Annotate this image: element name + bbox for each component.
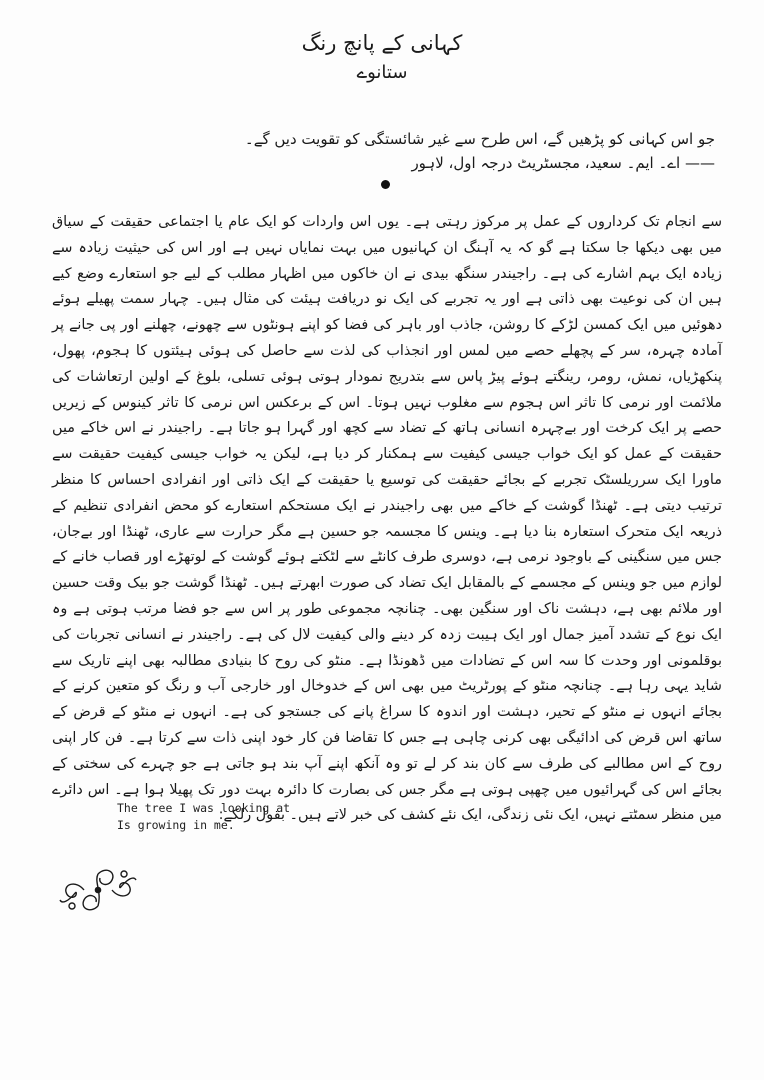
english-quote-line: The tree I was looking at [117,801,291,815]
author-name: ستانوے [356,62,408,83]
epigraph-quote: جو اس کہانی کو پڑھیں گے، اس طرح سے غیر شائستگی کو تقویت دیں گے۔ [244,130,715,148]
english-quote [117,800,290,834]
flourish-ornament-icon [58,862,138,918]
body-paragraph: سے انجام تک کرداروں کے عمل پر مرکوز رہتی ہے۔ یوں اس واردات کو ایک عام یا اجتماعی حقیقت کے سیاق میں بھی دیکھا جا سکتا ہے گو کہ یہ آہنگ ان کہانیوں میں بہت نمایاں نہیں ہے اور اس کی حیثیت زیادہ سے زیادہ ایک بہم اشارے کی ہے۔ راجیندر سنگھ بیدی نے ان خاکوں میں اظہار مطلب کے لیے جو استعارے وضع کیے ہیں ان کی نوعیت بھی ذاتی ہے اور یہ تجربے کی ایک نو دریافت ہیئت کی مثال ہیں۔ چہار سمت پھیلے ہوئے دھوئیں میں ایک کمسن لڑکے کا روشن، جاذب اور باہر کی فضا کو اپنے ہونٹوں سے چھونے، چھلنے اور پی جانے پر آمادہ چہرہ، سر کے پچھلے حصے میں لمس اور انجذاب کی لذت سے حاصل کی ہوئی ہیئتوں کا ہجوم، پھول، پنکھڑیاں، نمش، رومر، رینگتے ہوئے پیڑ پاس سے بتدریج نمودار ہوتی ہوئی تسلی، بلوغ کے اولین ارتعاشات کی ملائمت اور نرمی کا تاثر اس ہجوم سے مغلوب نہیں ہوتا۔ اس کے برعکس اس نرمی کا تاثر کینوس کے زیریں حصے پر ایک کرخت اور بےچہرہ انسانی ہاتھ کے تضاد سے کچھ اور گہرا ہو جاتا ہے۔ راجیندر نے اس خاکے میں حقیقت کے عمل کو ایک خواب جیسی کیفیت سے ہمکنار کر دیا ہے، لیکن یہ خواب جیسی کیفیت حقیقت سے ماورا ایک سرریلسٹک تجربے کے بجائے حقیقت کی توسیع یا حقیقت کے ایک ذاتی اور انفرادی احساس کا منظر ترتیب دیتی ہے۔ ٹھنڈا گوشت کے خاکے میں بھی راجیندر نے ایک مستحکم استعارے کو محض انفرادی تنظیم کے ذریعہ ایک متحرک استعارہ بنا دیا ہے۔ وینس کا مجسمہ جو حسین ہے مگر حرارت سے عاری، ٹھنڈا اور بےجان، جس میں سنگینی کے باوجود نرمی ہے، دوسری طرف کانٹے سے لٹکتے ہوئے گوشت کے لوتھڑے اور قصاب خانے کے لوازم میں جو وینس کے مجسمے کے بالمقابل ایک تضاد کی صورت ابھرتے ہیں۔ ٹھنڈا گوشت جو بیک وقت حسین اور ملائم بھی ہے، دہشت ناک اور سنگین بھی۔ چنانچہ مجموعی طور پر اس سے جو فضا مرتب ہوتی ہے وہ ایک نوع کے تشدد آمیز جمال اور ایک ہیبت زدہ کر دینے والی کیفیت لال کی ہے۔ راجیندر نے انسانی تجربات کی بوقلمونی اور وحدت کا سہ اس کے تضادات میں ڈھونڈا ہے۔ منٹو کی روح کا بنیادی مطالبہ بھی اپنے تاریک سے شاید یہی رہا ہے۔ چنانچہ منٹو کے پورٹریٹ میں بھی اس کے خدوخال اور خارجی آب و رنگ کو متعین کرنے کے بجائے انہوں نے منٹو کے تحیر، دہشت اور اندوہ کا سراغ پانے کی جستجو کی ہے۔ انہوں نے منٹو کے قرض کے ساتھ اس قرض کی ادائیگی بھی کرنی چاہی ہے جس کا تقاضا فن کار خود اپنی ذات سے کرتا ہے۔ فن کار اپنی روح کے اس مطالبے کی طرف سے کان بند کر لے تو وہ آنکھ اپنے آپ بند ہو جاتی ہے جو چہرے کی سختی کے بجائے اس کی گہرائیوں میں چھپی ہوتی ہے مگر جس کی بصارت کا دائرہ بہت دور تک پھیلا ہوا ہے۔ اس دائرے میں منظر سمٹتے نہیں، ایک نئی زندگی، ایک نئے کشف کی خبر لاتے ہیں۔ بقول رلکے: [52,214,722,824]
english-quote-line: Is growing in me. [117,818,235,832]
section-bullet [381,180,390,189]
epigraph-attribution: —— اے۔ ایم۔ سعید، مجسٹریٹ درجہ اول، لاہور [411,154,715,172]
page-title: کہانی کے پانچ رنگ [301,31,463,55]
